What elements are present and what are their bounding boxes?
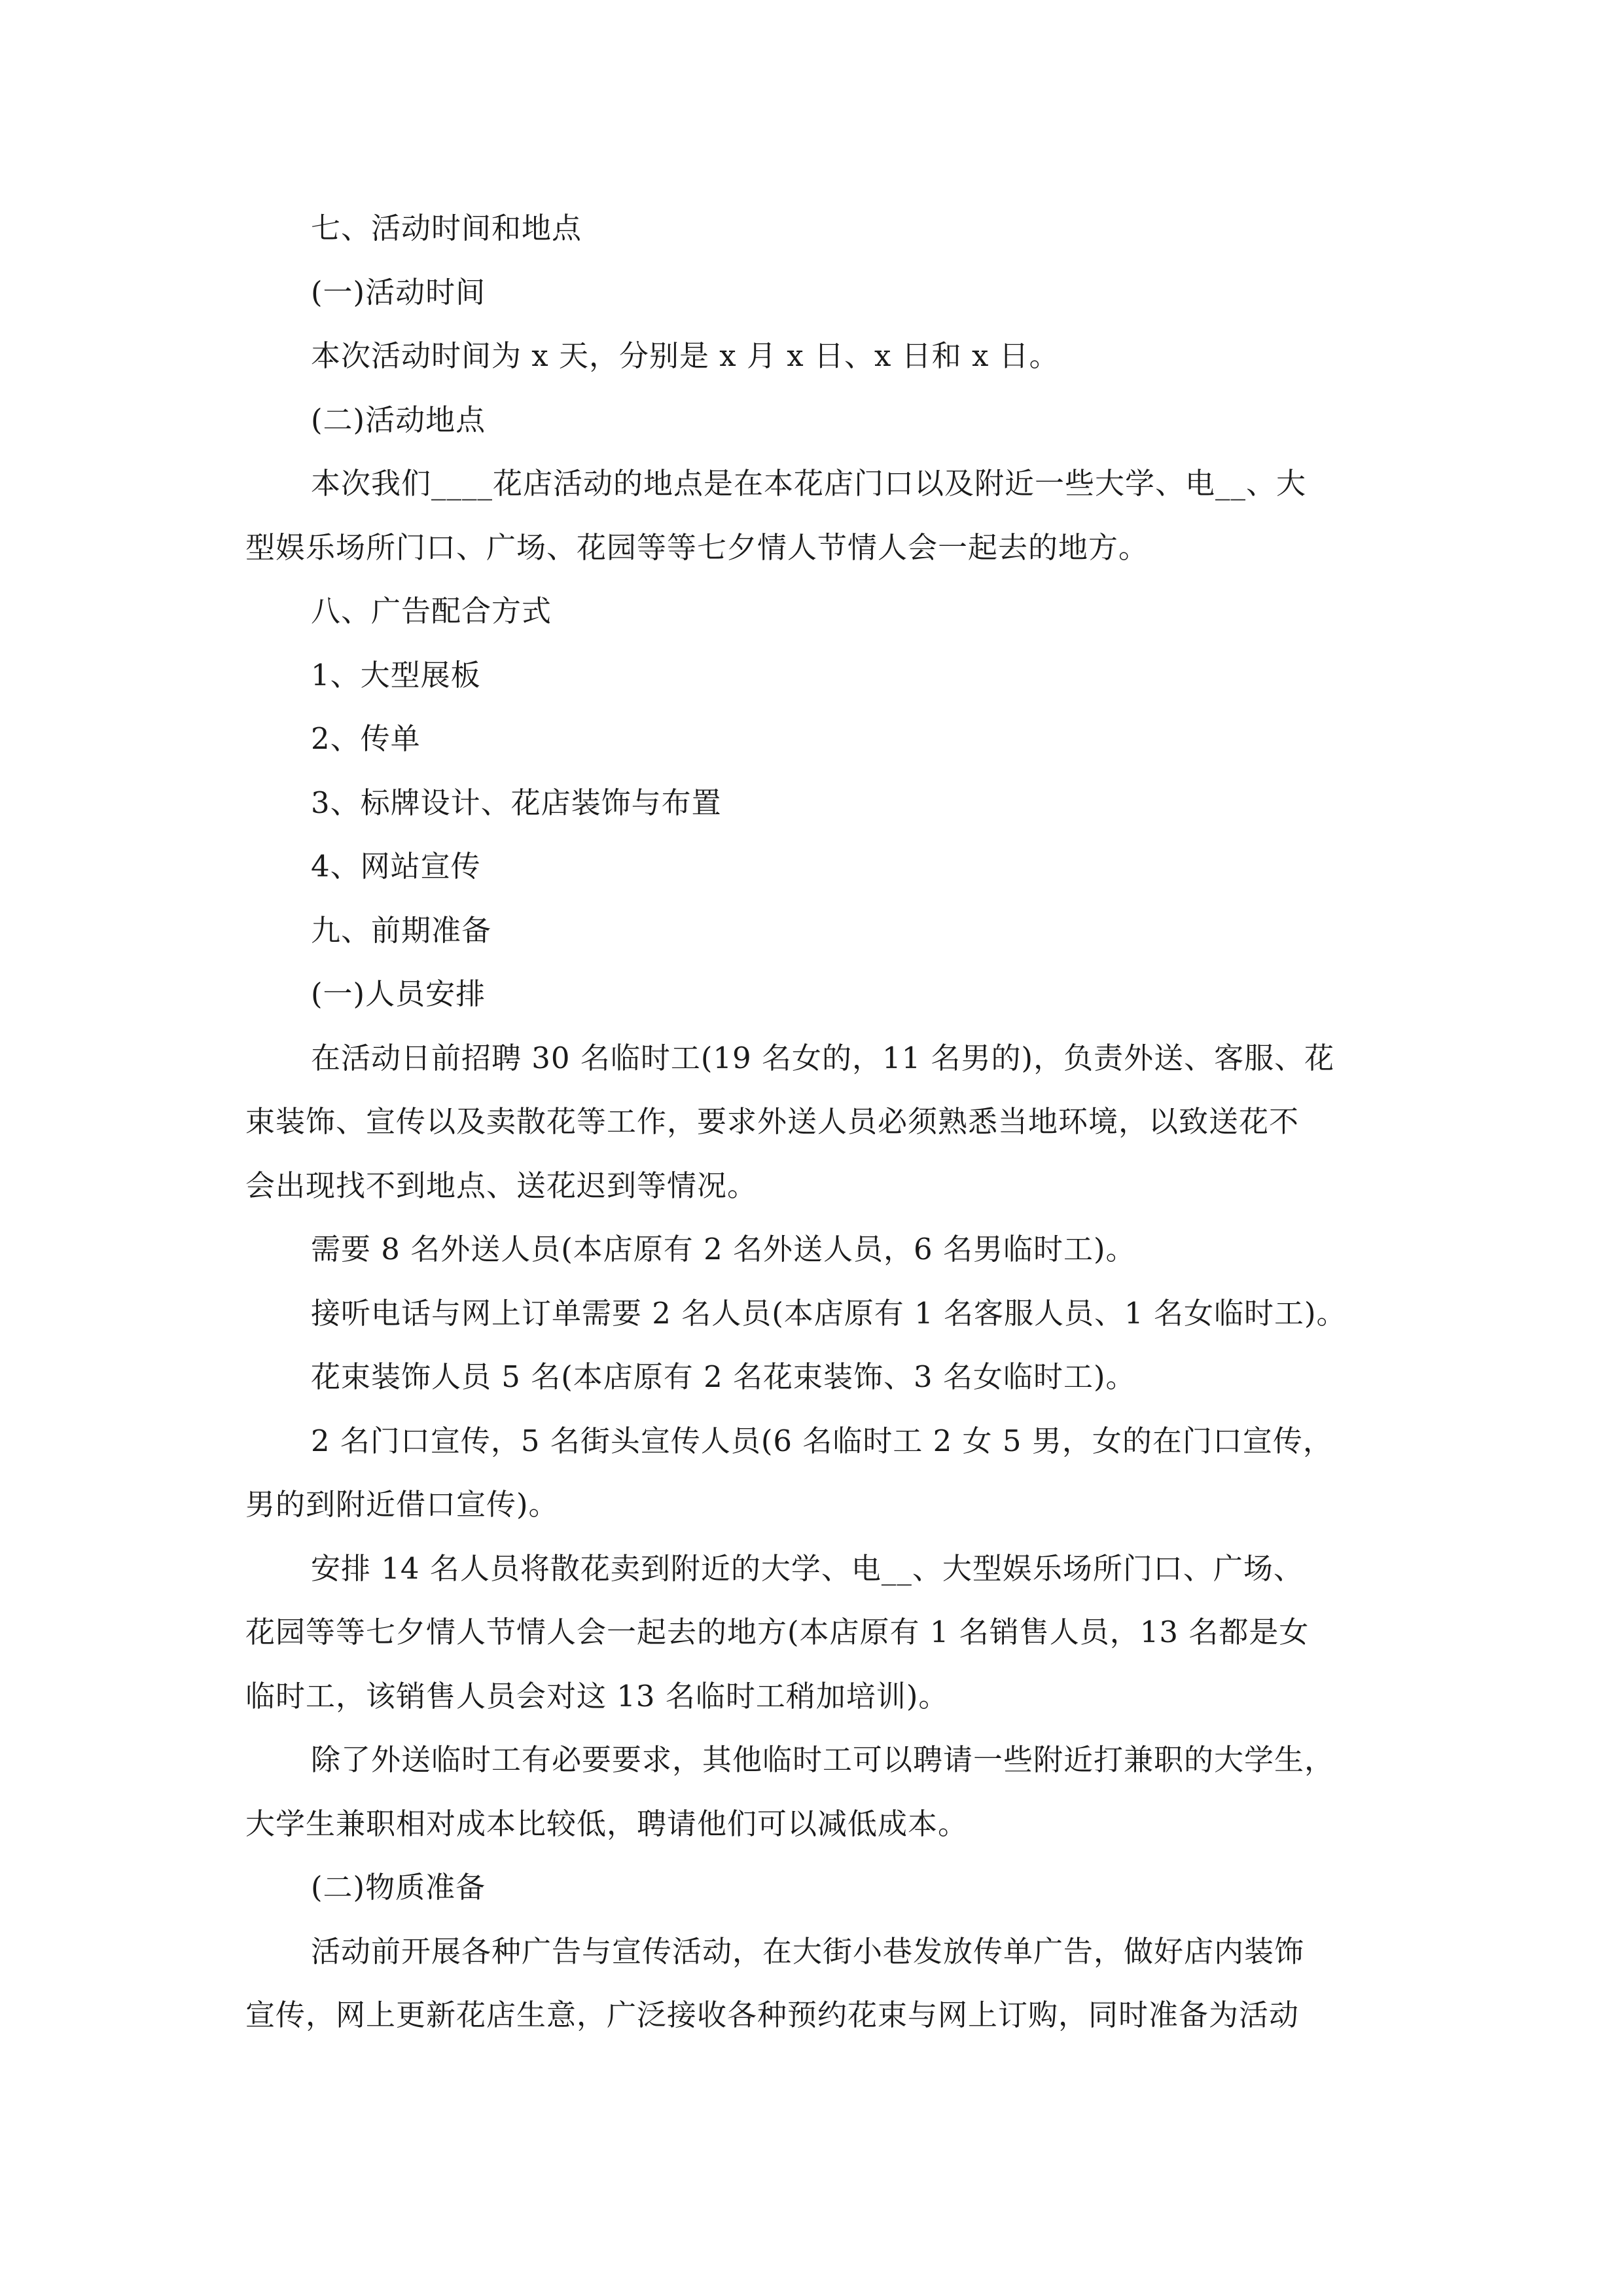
subheading-activity-location: (二)活动地点 [311,402,486,437]
paragraph-line: 大学生兼职相对成本比较低，聘请他们可以减低成本。 [245,1806,969,1841]
document-body [245,196,1387,2047]
paragraph-line: 在活动日前招聘 30 名临时工(19 名女的，11 名男的)，负责外送、客服、花 [311,1040,1335,1075]
paragraph-line: 花园等等七夕情人节情人会一起去的地方(本店原有 1 名销售人员，13 名都是女 [245,1615,1310,1649]
paragraph-line: 接听电话与网上订单需要 2 名人员(本店原有 1 名客服人员、1 名女临时工)。 [311,1295,1347,1331]
paragraph-line: 会出现找不到地点、送花迟到等情况。 [245,1168,758,1203]
list-item: 4、网站宣传 [311,849,481,884]
paragraph-line: 型娱乐场所门口、广场、花园等等七夕情人节情人会一起去的地方。 [245,529,1149,565]
section-heading-7: 七、活动时间和地点 [311,211,582,245]
paragraph-line: 2 名门口宣传，5 名街头宣传人员(6 名临时工 2 女 5 男，女的在门口宣传， [311,1423,1333,1458]
paragraph-line: 男的到附近借口宣传)。 [245,1487,559,1522]
paragraph-line: 束装饰、宣传以及卖散花等工作，要求外送人员必须熟悉当地环境，以致送花不 [245,1104,1300,1139]
paragraph-line: 除了外送临时工有必要要求，其他临时工可以聘请一些附近打兼职的大学生， [311,1742,1335,1777]
paragraph-line: 临时工，该销售人员会对这 13 名临时工稍加培训)。 [245,1678,949,1713]
paragraph-line: 花束装饰人员 5 名(本店原有 2 名花束装饰、3 名女临时工)。 [311,1359,1136,1394]
paragraph-line: 宣传，网上更新花店生意，广泛接收各种预约花束与网上订购，同时准备为活动 [245,1998,1300,2032]
subheading-materials: (二)物质准备 [311,1870,486,1905]
paragraph-line: 活动前开展各种广告与宣传活动，在大街小巷发放传单广告，做好店内装饰 [311,1933,1305,1969]
paragraph-line: 需要 8 名外送人员(本店原有 2 名外送人员，6 名男临时工)。 [311,1232,1136,1266]
list-item: 3、标牌设计、花店装饰与布置 [311,785,722,820]
section-heading-9: 九、前期准备 [311,912,492,948]
paragraph-line: 本次活动时间为 x 天，分别是 x 月 x 日、x 日和 x 日。 [311,338,1060,373]
section-heading-8: 八、广告配合方式 [311,594,552,628]
paragraph-line: 本次我们____花店活动的地点是在本花店门口以及附近一些大学、电__、大 [311,466,1307,501]
paragraph-line: 安排 14 名人员将散花卖到附近的大学、电__、大型娱乐场所门口、广场、 [311,1551,1304,1586]
list-item: 1、大型展板 [311,657,481,692]
subheading-activity-time: (一)活动时间 [311,274,486,310]
subheading-staffing: (一)人员安排 [311,977,486,1011]
list-item: 2、传单 [311,721,421,756]
